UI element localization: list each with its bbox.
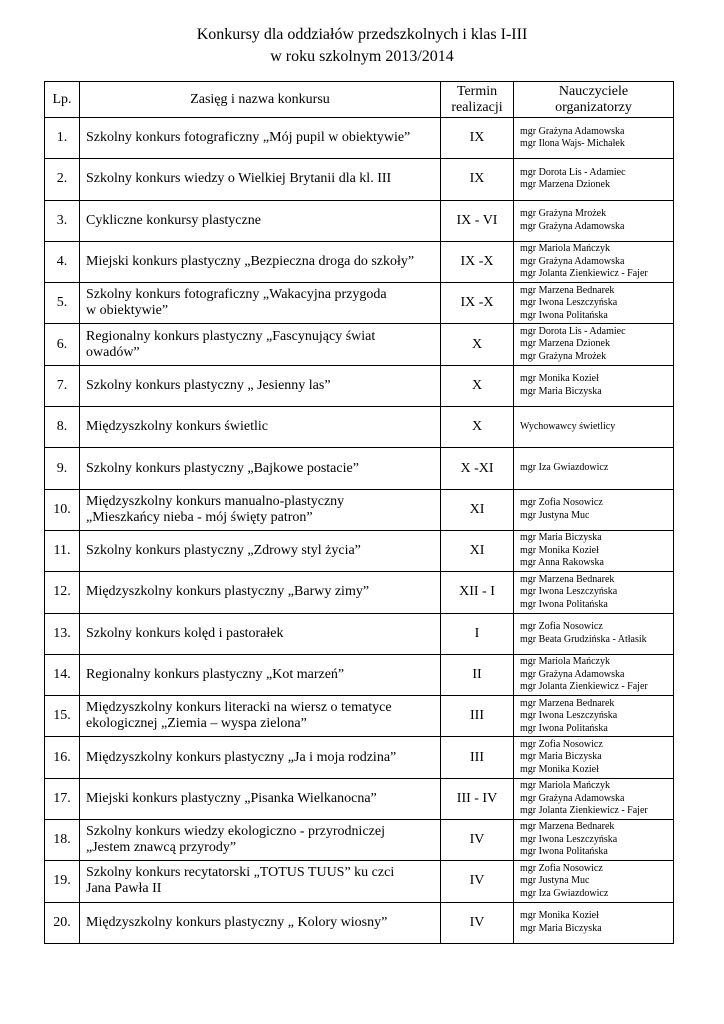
organizing-teachers [514, 200, 674, 241]
table-row [45, 200, 674, 241]
realization-term: IV [441, 820, 514, 861]
competition-name-line: Międzyszkolny konkurs świetlic [86, 419, 268, 435]
table-row [45, 489, 674, 530]
competition-name-line: Międzyszkolny konkurs plastyczny „Ja i moja rodzina” [86, 749, 397, 765]
table-header-row [45, 82, 674, 118]
teacher-name: mgr Zofia Nosowicz [520, 738, 603, 750]
competition-name [80, 572, 441, 613]
competition-name-line: Szkolny konkurs plastyczny „ Jesienny las” [86, 377, 331, 393]
realization-term: IX [441, 159, 514, 200]
teacher-name: mgr Iwona Leszczyńska [520, 586, 618, 598]
row-number: 12. [45, 572, 80, 613]
organizing-teachers [514, 118, 674, 159]
realization-term: XII - I [441, 572, 514, 613]
organizing-teachers [514, 241, 674, 282]
teacher-name: mgr Mariola Mańczyk [520, 780, 610, 792]
teacher-name: mgr Dorota Lis - Adamiec [520, 325, 626, 337]
teacher-name: mgr Zofia Nosowicz [520, 862, 603, 874]
competition-name-line: Cykliczne konkursy plastyczne [86, 212, 261, 228]
competition-name-line: „Mieszkańcy nieba - mój święty patron” [86, 509, 313, 525]
competition-name [80, 241, 441, 282]
table-row [45, 283, 674, 324]
realization-term: III [441, 696, 514, 737]
table-row [45, 365, 674, 406]
header-name: Zasięg i nazwa konkursu [80, 82, 441, 118]
competition-name-line: Szkolny konkurs fotograficzny „Mój pupil w obiektywie” [86, 130, 411, 146]
competition-name [80, 613, 441, 654]
teacher-name: mgr Iwona Politańska [520, 598, 608, 610]
competition-name [80, 448, 441, 489]
teacher-name: mgr Iwona Politańska [520, 722, 608, 734]
competition-name [80, 200, 441, 241]
row-number: 5. [45, 283, 80, 324]
realization-term: IX - VI [441, 200, 514, 241]
teacher-name: mgr Jolanta Zienkiewicz - Fajer [520, 805, 648, 817]
row-number: 8. [45, 407, 80, 448]
table-row [45, 324, 674, 365]
teacher-name: mgr Iwona Politańska [520, 846, 608, 858]
table-body [45, 118, 674, 944]
teacher-name: mgr Grażyna Adamowska [520, 792, 625, 804]
competition-name [80, 861, 441, 902]
teacher-name: mgr Mariola Mańczyk [520, 656, 610, 668]
teacher-name: mgr Dorota Lis - Adamiec [520, 166, 626, 178]
competition-name-line: Szkolny konkurs wiedzy ekologiczno - przyrodniczej [86, 824, 385, 840]
organizing-teachers [514, 696, 674, 737]
competition-name [80, 654, 441, 695]
row-number: 9. [45, 448, 80, 489]
teacher-name: mgr Grażyna Adamowska [520, 255, 625, 267]
competition-name-line: Szkolny konkurs kolęd i pastorałek [86, 625, 284, 641]
organizing-teachers [514, 654, 674, 695]
row-number: 10. [45, 489, 80, 530]
competition-name-line: Szkolny konkurs wiedzy o Wielkiej Brytanii dla kl. III [86, 171, 392, 187]
organizing-teachers [514, 407, 674, 448]
teacher-name: mgr Grażyna Mrożek [520, 350, 607, 362]
realization-term: IX -X [441, 241, 514, 282]
teacher-name: mgr Anna Rakowska [520, 557, 604, 569]
realization-term: IV [441, 861, 514, 902]
teacher-name: mgr Maria Biczyska [520, 922, 602, 934]
competition-name-line: Szkolny konkurs plastyczny „Bajkowe postacie” [86, 460, 359, 476]
organizing-teachers [514, 159, 674, 200]
competition-name-line: Szkolny konkurs plastyczny „Zdrowy styl życia” [86, 543, 361, 559]
realization-term: XI [441, 530, 514, 571]
title-line-2: w roku szkolnym 2013/2014 [270, 48, 454, 65]
organizing-teachers [514, 861, 674, 902]
table-row [45, 448, 674, 489]
teacher-name: mgr Marzena Bednarek [520, 697, 615, 709]
organizing-teachers [514, 572, 674, 613]
teacher-name: mgr Justyna Muc [520, 509, 590, 521]
competition-name-line: Regionalny konkurs plastyczny „Kot marzeń” [86, 667, 345, 682]
teacher-name: mgr Marzena Bednarek [520, 821, 615, 833]
header-term-line-2: realizacji [451, 99, 503, 115]
teacher-name: mgr Grażyna Adamowska [520, 220, 625, 232]
teacher-name: mgr Marzena Bednarek [520, 573, 615, 585]
teacher-name: mgr Monika Kozieł [520, 544, 599, 556]
teacher-name: mgr Iza Gwiazdowicz [520, 887, 609, 899]
competition-name [80, 159, 441, 200]
teacher-name: mgr Iwona Leszczyńska [520, 710, 618, 722]
header-lp: Lp. [45, 82, 80, 118]
table-row [45, 861, 674, 902]
row-number: 16. [45, 737, 80, 778]
header-teachers-line-2: organizatorzy [555, 99, 632, 115]
competition-name [80, 283, 441, 324]
table-row [45, 654, 674, 695]
organizing-teachers [514, 820, 674, 861]
table-row [45, 902, 674, 943]
teacher-name: mgr Zofia Nosowicz [520, 621, 603, 633]
row-number: 20. [45, 902, 80, 943]
table-row [45, 613, 674, 654]
table-row [45, 737, 674, 778]
competition-name-line: Szkolny konkurs recytatorski „TOTUS TUUS” ku czci [86, 865, 395, 881]
competition-name-line: ekologicznej „Ziemia – wyspa zielona” [86, 716, 307, 732]
realization-term: II [441, 654, 514, 695]
row-number: 17. [45, 778, 80, 819]
realization-term: X [441, 407, 514, 448]
row-number: 19. [45, 861, 80, 902]
teacher-name: mgr Marzena Bednarek [520, 284, 615, 296]
teacher-name: mgr Grażyna Adamowska [520, 125, 625, 137]
teacher-name: mgr Marzena Dzionek [520, 338, 610, 350]
row-number: 7. [45, 365, 80, 406]
realization-term: XI [441, 489, 514, 530]
teacher-name: mgr Iza Gwiazdowicz [520, 462, 609, 474]
teacher-name: mgr Beata Grudzińska - Atłasik [520, 633, 647, 645]
competition-name-line: Miejski konkurs plastyczny „Bezpieczna droga do szkoły” [86, 254, 415, 270]
realization-term: X -XI [441, 448, 514, 489]
document-title [0, 24, 724, 68]
row-number: 4. [45, 241, 80, 282]
organizing-teachers [514, 902, 674, 943]
competition-name [80, 489, 441, 530]
competition-name [80, 118, 441, 159]
organizing-teachers [514, 613, 674, 654]
competition-name-line: Jana Pawła II [86, 881, 162, 897]
row-number: 14. [45, 654, 80, 695]
organizing-teachers [514, 283, 674, 324]
teacher-name: mgr Ilona Wajs- Michałek [520, 138, 625, 150]
competition-name-line: Międzyszkolny konkurs literacki na wiersz o tematyce [86, 700, 392, 716]
row-number: 1. [45, 118, 80, 159]
teacher-name: mgr Jolanta Zienkiewicz - Fajer [520, 681, 648, 693]
realization-term: IX -X [441, 283, 514, 324]
teacher-name: mgr Monika Kozieł [520, 373, 599, 385]
row-number: 6. [45, 324, 80, 365]
realization-term: IV [441, 902, 514, 943]
competition-name [80, 530, 441, 571]
competition-name-line: Międzyszkolny konkurs plastyczny „Barwy zimy” [86, 584, 370, 600]
teacher-name: mgr Grażyna Mrożek [520, 208, 607, 220]
teacher-name: mgr Marzena Dzionek [520, 179, 610, 191]
competition-name-line: w obiektywie” [86, 303, 169, 319]
organizing-teachers [514, 737, 674, 778]
competition-name [80, 365, 441, 406]
table-row [45, 778, 674, 819]
teacher-name: mgr Mariola Mańczyk [520, 243, 610, 255]
competition-name-line: owadów” [86, 344, 140, 360]
table-row [45, 159, 674, 200]
header-teachers-line-1: Nauczyciele [558, 83, 629, 99]
organizing-teachers [514, 448, 674, 489]
row-number: 3. [45, 200, 80, 241]
organizing-teachers [514, 530, 674, 571]
organizing-teachers [514, 489, 674, 530]
row-number: 15. [45, 696, 80, 737]
realization-term: IX [441, 118, 514, 159]
table-row [45, 572, 674, 613]
competition-name-line: Miejski konkurs plastyczny „Pisanka Wielkanocna” [86, 790, 377, 806]
teacher-name: mgr Monika Kozieł [520, 910, 599, 922]
realization-term: III [441, 737, 514, 778]
teacher-name: mgr Iwona Leszczyńska [520, 833, 618, 845]
organizing-teachers [514, 365, 674, 406]
teacher-name: Wychowawcy świetlicy [520, 420, 616, 432]
competition-name [80, 778, 441, 819]
teacher-name: mgr Maria Biczyska [520, 532, 602, 544]
header-teachers [514, 82, 674, 118]
organizing-teachers [514, 778, 674, 819]
competition-name-line: „Jestem znawcą przyrody” [86, 840, 237, 856]
competition-name [80, 696, 441, 737]
competition-name-line: Regionalny konkurs plastyczny „Fascynujący świat [86, 328, 376, 344]
table-row [45, 241, 674, 282]
organizing-teachers [514, 324, 674, 365]
competition-name-line: Międzyszkolny konkurs plastyczny „ Kolory wiosny” [86, 914, 388, 930]
teacher-name: mgr Maria Biczyska [520, 751, 602, 763]
table-row [45, 407, 674, 448]
teacher-name: mgr Justyna Muc [520, 875, 590, 887]
competitions-table [44, 81, 674, 944]
header-term [441, 82, 514, 118]
table-row [45, 820, 674, 861]
teacher-name: mgr Iwona Leszczyńska [520, 297, 618, 309]
title-line-1: Konkursy dla oddziałów przedszkolnych i klas I-III [196, 26, 528, 43]
row-number: 18. [45, 820, 80, 861]
teacher-name: mgr Maria Biczyska [520, 385, 602, 397]
competition-name [80, 902, 441, 943]
row-number: 13. [45, 613, 80, 654]
teacher-name: mgr Iwona Politańska [520, 309, 608, 321]
row-number: 11. [45, 530, 80, 571]
teacher-name: mgr Zofia Nosowicz [520, 497, 603, 509]
table-row [45, 696, 674, 737]
competition-name [80, 737, 441, 778]
realization-term: III - IV [441, 778, 514, 819]
row-number: 2. [45, 159, 80, 200]
realization-term: I [441, 613, 514, 654]
competition-name-line: Międzyszkolny konkurs manualno-plastyczny [86, 493, 345, 509]
teacher-name: mgr Grażyna Adamowska [520, 668, 625, 680]
competition-name [80, 407, 441, 448]
competition-name-line: Szkolny konkurs fotograficzny „Wakacyjna przygoda [86, 287, 387, 303]
teacher-name: mgr Jolanta Zienkiewicz - Fajer [520, 268, 648, 280]
competition-name [80, 324, 441, 365]
header-term-line-1: Termin [456, 83, 498, 99]
teacher-name: mgr Monika Kozieł [520, 763, 599, 775]
realization-term: X [441, 365, 514, 406]
realization-term: X [441, 324, 514, 365]
competition-name [80, 820, 441, 861]
table-row [45, 118, 674, 159]
table-row [45, 530, 674, 571]
